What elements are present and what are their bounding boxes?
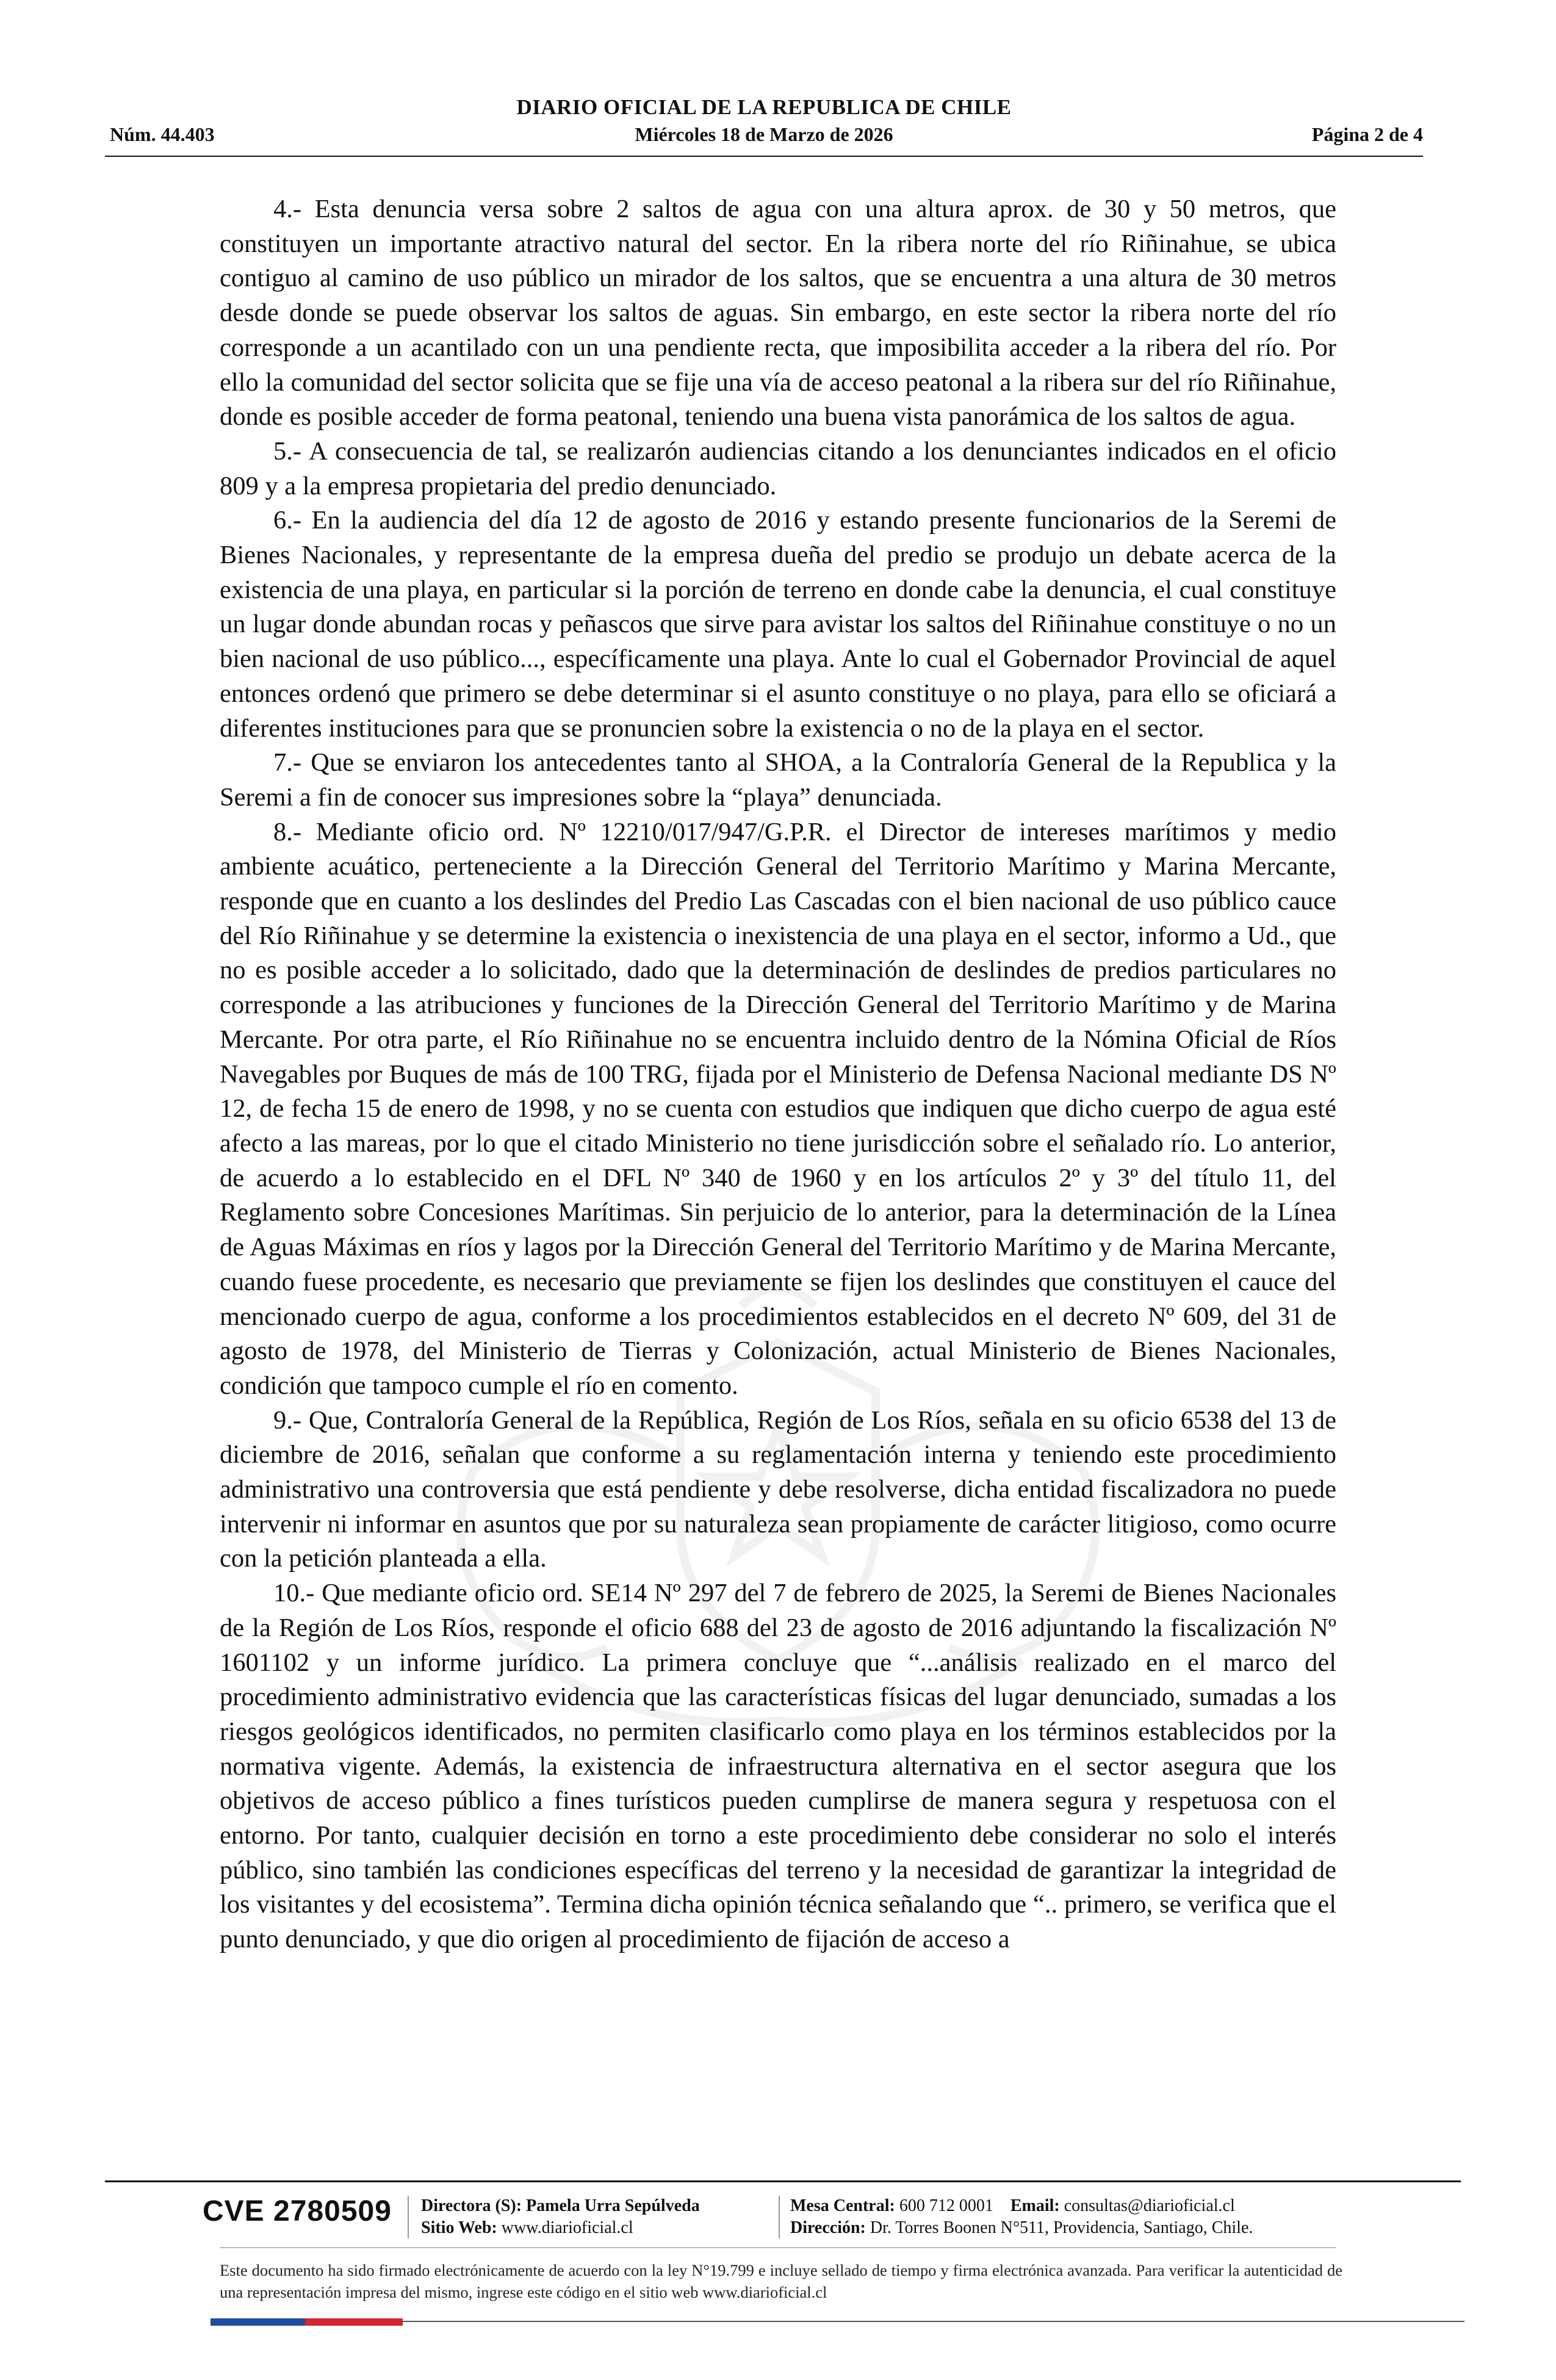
paragraph-5: 5.- A consecuencia de tal, se realizarón audiencias citando a los denunciantes indicados en el oficio 809 y a la empresa propietaria del predio denunciado. bbox=[220, 436, 1336, 500]
page-indicator: Página 2 de 4 bbox=[1311, 123, 1423, 145]
director-label: Directora (S): bbox=[421, 2196, 522, 2215]
flag-bar-blue bbox=[211, 2318, 305, 2326]
paragraph-4: 4.- Esta denuncia versa sobre 2 saltos de agua con una altura aprox. de 30 y 50 metros, que constituyen un importante atractivo natural del sector. En la ribera norte del río Riñinahue, se ubica contiguo al camino de uso público un mirador de los saltos, que se encuentra a una altura de 30 metros desde donde se puede observar los saltos de aguas. Sin embargo, en este sector la ribera norte del río corresponde a un acantilado con un una pendiente recta, que imposibilita acceder a la ribera del río. Por ello la comunidad del sector solicita que se fije una vía de acceso peatonal a la ribera sur del río Riñinahue, donde es posible acceder de forma peatonal, teniendo una buena vista panorámica de los saltos de agua. bbox=[220, 195, 1336, 431]
email-label: Email: bbox=[1010, 2196, 1060, 2215]
address-label: Dirección: bbox=[790, 2218, 866, 2237]
paragraph-9: 9.- Que, Contraloría General de la República, Región de Los Ríos, señala en su oficio 6538 del 13 de diciembre de 2016, señalan que conforme a su reglamentación interna y teniendo este procedimiento administrativo una controversia que está pendiente y debe resolverse, dicha entidad fiscalizadora no puede intervenir ni informar en asuntos que por su naturaleza sean propiamente de carácter litigioso, como ocurre con la petición planteada a ella. bbox=[220, 1405, 1336, 1573]
paragraph-6: 6.- En la audiencia del día 12 de agosto de 2016 y estando presente funcionarios de la Seremi de Bienes Nacionales, y representante de la empresa dueña del predio se produjo un debate acerca de la existencia de una playa, en particular si la porción de terreno en donde cabe la denuncia, el cual constituye un lugar donde abundan rocas y peñascos que sirve para avistar los saltos del Riñinahue constituye o no un bien nacional de uso público..., específicamente una playa. Ante lo cual el Gobernador Provincial de aquel entonces ordenó que primero se debe determinar si el asunto constituye o no playa, para ello se oficiará a diferentes instituciones para que se pronuncien sobre la existencia o no de la playa en el sector. bbox=[220, 506, 1336, 743]
footer-contact-right bbox=[790, 2195, 1253, 2239]
footer-separator bbox=[408, 2196, 409, 2238]
publication-date: Miércoles 18 de Marzo de 2026 bbox=[635, 123, 893, 145]
header-divider bbox=[105, 156, 1423, 157]
footer-contact-left bbox=[421, 2195, 700, 2239]
document-body bbox=[220, 192, 1336, 1957]
website-label: Sitio Web: bbox=[421, 2218, 497, 2237]
paragraph-8: 8.- Mediante oficio ord. Nº 12210/017/947/G.P.R. el Director de intereses marítimos y medio ambiente acuático, perteneciente a la Dirección General del Territorio Marítimo y Marina Mercante, responde que en cuanto a los deslindes del Predio Las Cascadas con el bien nacional de uso público cauce del Río Riñinahue y se determine la existencia o inexistencia de una playa en el sector, informo a Ud., que no es posible acceder a lo solicitado, dado que la determinación de deslindes de predios particulares no corresponde a las atribuciones y funciones de la Dirección General del Territorio Marítimo y de Marina Mercante. Por otra parte, el Río Riñinahue no se encuentra incluido dentro de la Nómina Oficial de Ríos Navegables por Buques de más de 100 TRG, fijada por el Ministerio de Defensa Nacional mediante DS Nº 12, de fecha 15 de enero de 1998, y no se cuenta con estudios que indiquen que dicho cuerpo de agua esté afecto a las mareas, por lo que el citado Ministerio no tiene jurisdicción sobre el señalado río. Lo anterior, de acuerdo a lo establecido en el DFL Nº 340 de 1960 y en los artículos 2º y 3º del título 11, del Reglamento sobre Concesiones Marítimas. Sin perjuicio de lo anterior, para la determinación de la Línea de Aguas Máximas en ríos y lagos por la Dirección General del Territorio Marítimo y de Marina Mercante, cuando fuese procedente, es necesario que previamente se fijen los deslindes que constituyen el cauce del mencionado cuerpo de agua, conforme a los procedimientos establecidos en el decreto Nº 609, del 31 de agosto de 1978, del Ministerio de Tierras y Colonización, actual Ministerio de Bienes Nacionales, condición que tampoco cumple el río en comento. bbox=[220, 817, 1336, 1400]
legal-notice: Este documento ha sido firmado electrónicamente de acuerdo con la ley N°19.799 e incluye sellado de tiempo y firma electrónica avanzada. Para verificar la autenticidad de una representación impresa del mismo, ingrese este código en el sitio web www.diarioficial.cl bbox=[220, 2261, 1342, 2301]
page-header bbox=[105, 90, 1423, 157]
director-name: Pamela Urra Sepúlveda bbox=[526, 2196, 700, 2215]
phone-number: 600 712 0001 bbox=[899, 2196, 993, 2215]
footer-divider-legal bbox=[220, 2247, 1336, 2248]
footer-separator bbox=[779, 2196, 780, 2238]
paragraph-10: 10.- Que mediante oficio ord. SE14 Nº 297 del 7 de febrero de 2025, la Seremi de Bienes Nacionales de la Región de Los Ríos, responde el oficio 688 del 23 de agosto de 2016 adjuntando la fiscalización Nº 1601102 y un informe jurídico. La primera concluye que “...análisis realizado en el marco del procedimiento administrativo evidencia que las características físicas del lugar denunciado, sumadas a los riesgos geológicos identificados, no permiten clasificarlo como playa en los términos establecidos por la normativa vigente. Además, la existencia de infraestructura alternativa en el sector asegura que los objetivos de acceso público a fines turísticos pueden cumplirse de manera segura y respetuosa con el entorno. Por tanto, cualquier decisión en torno a este procedimiento debe considerar no solo el interés público, sino también las condiciones específicas del terreno y la necesidad de garantizar la integridad de los visitantes y del ecosistema”. Termina dicha opinión técnica señalando que “.. primero, se verifica que el punto denunciado, y que dio origen al procedimiento de fijación de acceso a bbox=[220, 1579, 1336, 1954]
cve-code: CVE 2780509 bbox=[203, 2195, 392, 2227]
issue-number: Núm. 44.403 bbox=[110, 123, 215, 145]
email-link[interactable]: consultas@diarioficial.cl bbox=[1064, 2196, 1235, 2215]
publication-title: DIARIO OFICIAL DE LA REPUBLICA DE CHILE bbox=[516, 95, 1012, 119]
footer-divider bbox=[105, 2180, 1461, 2182]
address-text: Dr. Torres Boonen N°511, Providencia, Santiago, Chile. bbox=[870, 2218, 1253, 2237]
phone-label: Mesa Central: bbox=[790, 2196, 895, 2215]
paragraph-7: 7.- Que se enviaron los antecedentes tanto al SHOA, a la Contraloría General de la Republica y la Seremi a fin de conocer sus impresiones sobre la “playa” denunciada. bbox=[220, 748, 1336, 812]
website-link[interactable]: www.diarioficial.cl bbox=[501, 2218, 633, 2237]
flag-bar-line bbox=[403, 2321, 1464, 2322]
flag-bar-red bbox=[305, 2318, 403, 2326]
